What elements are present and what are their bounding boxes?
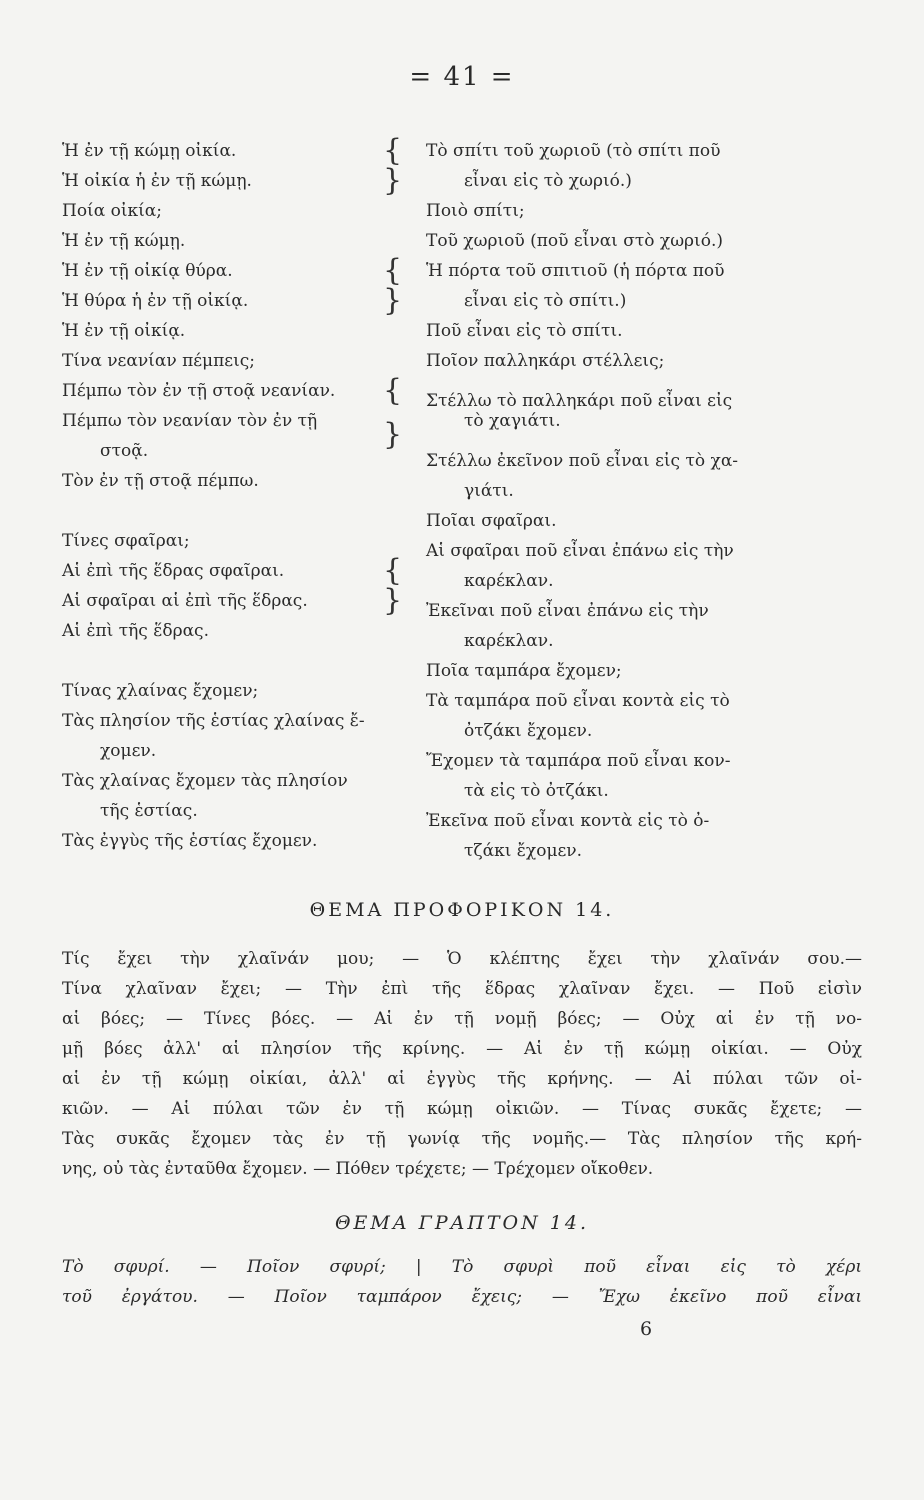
right-line: Ποιὸ σπίτι; bbox=[426, 201, 525, 221]
left-line: Ἡ ἐν τῇ κώμῃ. bbox=[62, 231, 186, 251]
oral-line: Τίνα χλαῖναν ἔχει; — Τὴν ἐπὶ τῆς ἕδρας χλαῖναν ἔχει. — Ποῦ εἰσὶν bbox=[62, 979, 862, 999]
blank-line bbox=[62, 646, 402, 676]
written-line: Τὸ σφυρί. — Ποῖον σφυρί; | Τὸ σφυρὶ ποῦ εἶναι εἰς τὸ χέρι bbox=[62, 1257, 862, 1277]
right-line: τὸ χαγιάτι. bbox=[464, 411, 561, 431]
ancient-greek-column bbox=[62, 133, 403, 856]
right-line: καρέκλαν. bbox=[464, 631, 554, 651]
left-line: τῆς ἑστίας. bbox=[100, 801, 198, 821]
right-line: Αἱ σφαῖραι ποῦ εἶναι ἐπάνω εἰς τὴν bbox=[426, 541, 734, 561]
right-line: καρέκλαν. bbox=[464, 571, 554, 591]
right-line: εἶναι εἰς τὸ σπίτι.) bbox=[464, 291, 627, 311]
right-line: τζάκι ἔχομεν. bbox=[464, 841, 583, 861]
left-line: Αἱ ἐπὶ τῆς ἕδρας σφαῖραι. bbox=[62, 561, 285, 581]
right-line: Ποῖον παλληκάρι στέλλεις; bbox=[426, 351, 665, 371]
right-line: Ποῖα ταμπάρα ἔχομεν; bbox=[426, 661, 622, 681]
right-line: Στέλλω τὸ παλληκάρι ποῦ εἶναι εἰς bbox=[426, 391, 733, 411]
left-line: Τὰς ἐγγὺς τῆς ἑστίας ἔχομεν. bbox=[62, 831, 318, 851]
left-line: Τὰς πλησίον τῆς ἑστίας χλαίνας ἔ- bbox=[62, 711, 365, 731]
left-line: Ἡ ἐν τῇ οἰκίᾳ θύρα. bbox=[62, 261, 233, 281]
oral-line: Τίς ἔχει τὴν χλαῖνάν μου; — Ὁ κλέπτης ἔχει τὴν χλαῖνάν σου.— bbox=[62, 949, 862, 969]
brace-mark: { bbox=[383, 133, 403, 168]
brace-mark: { bbox=[383, 553, 403, 588]
left-line: Τὰς χλαίνας ἔχομεν τὰς πλησίον bbox=[62, 771, 348, 791]
brace-mark: } bbox=[383, 283, 403, 318]
brace-mark: { bbox=[383, 253, 403, 288]
left-line: στοᾷ. bbox=[100, 441, 149, 461]
written-exercise-text bbox=[62, 1252, 862, 1312]
brace-mark: } bbox=[383, 163, 403, 198]
page-number: = 41 = bbox=[409, 62, 515, 92]
brace-mark: } bbox=[383, 417, 403, 452]
left-line: Πέμπω τὸν ἐν τῇ στοᾷ νεανίαν. bbox=[62, 381, 336, 401]
right-line: Ἡ πόρτα τοῦ σπιτιοῦ (ἡ πόρτα ποῦ bbox=[426, 261, 725, 281]
left-line: χομεν. bbox=[100, 741, 157, 761]
brace-mark: { bbox=[383, 373, 403, 408]
oral-line: μῇ βόες ἀλλ' αἱ πλησίον τῆς κρίνης. — Αἱ ἐν τῇ κώμῃ οἰκίαι. — Οὐχ bbox=[62, 1039, 862, 1059]
left-line: Ἡ θύρα ἡ ἐν τῇ οἰκίᾳ. bbox=[62, 291, 249, 311]
right-line: τὰ εἰς τὸ ὀτζάκι. bbox=[464, 781, 609, 801]
oral-line: Τὰς συκᾶς ἔχομεν τὰς ἐν τῇ γωνίᾳ τῆς νομῆς.— Τὰς πλησίον τῆς κρή- bbox=[62, 1129, 862, 1149]
written-exercise-heading: ΘΕΜΑ ΓΡΑΠΤΟΝ 14. bbox=[334, 1212, 590, 1234]
right-line: Ποῦ εἶναι εἰς τὸ σπίτι. bbox=[426, 321, 623, 341]
oral-line: αἱ ἐν τῇ κώμῃ οἰκίαι, ἀλλ' αἱ ἐγγὺς τῆς κρήνης. — Αἱ πύλαι τῶν οἰ- bbox=[62, 1069, 862, 1089]
left-line: Αἱ σφαῖραι αἱ ἐπὶ τῆς ἕδρας. bbox=[62, 591, 308, 611]
right-line: Ποῖαι σφαῖραι. bbox=[426, 511, 557, 531]
oral-line: νης, οὐ τὰς ἐνταῦθα ἔχομεν. — Πόθεν τρέχετε; — Τρέχομεν οἴκοθεν. bbox=[62, 1159, 654, 1179]
oral-exercise-text bbox=[62, 944, 862, 1184]
right-line: Τὸ σπίτι τοῦ χωριοῦ (τὸ σπίτι ποῦ bbox=[426, 141, 721, 161]
signature-mark: 6 bbox=[640, 1318, 653, 1340]
left-line: Πέμπω τὸν νεανίαν τὸν ἐν τῇ bbox=[62, 411, 318, 431]
right-line: Ἐκεῖναι ποῦ εἶναι ἐπάνω εἰς τὴν bbox=[426, 601, 709, 621]
oral-line: κιῶν. — Αἱ πύλαι τῶν ἐν τῇ κώμῃ οἰκιῶν. — Τίνας συκᾶς ἔχετε; — bbox=[62, 1099, 862, 1119]
left-line: Τίνας χλαίνας ἔχομεν; bbox=[62, 681, 259, 701]
blank-line bbox=[62, 496, 402, 526]
left-line: Αἱ ἐπὶ τῆς ἕδρας. bbox=[62, 621, 209, 641]
left-line: Τίνες σφαῖραι; bbox=[62, 531, 190, 551]
left-line: Ἡ ἐν τῇ οἰκίᾳ. bbox=[62, 321, 186, 341]
left-line: Ποία οἰκία; bbox=[62, 201, 163, 221]
right-line: Τὰ ταμπάρα ποῦ εἶναι κοντὰ εἰς τὸ bbox=[426, 691, 730, 711]
brace-mark: } bbox=[383, 583, 403, 618]
right-line: Στέλλω ἐκεῖνον ποῦ εἶναι εἰς τὸ χα- bbox=[426, 451, 739, 471]
right-line: Ἔχομεν τὰ ταμπάρα ποῦ εἶναι κον- bbox=[426, 751, 731, 771]
right-line: Ἐκεῖνα ποῦ εἶναι κοντὰ εἰς τὸ ὀ- bbox=[426, 811, 710, 831]
left-line: Τίνα νεανίαν πέμπεις; bbox=[62, 351, 255, 371]
written-line: τοῦ ἐργάτου. — Ποῖον ταμπάρον ἔχεις; — Ἔχω ἐκεῖνο ποῦ εἶναι bbox=[62, 1287, 862, 1307]
right-line: γιάτι. bbox=[464, 481, 514, 501]
left-line: Τὸν ἐν τῇ στοᾷ πέμπω. bbox=[62, 471, 259, 491]
oral-line: αἱ βόες; — Τίνες βόες. — Αἱ ἐν τῇ νομῇ βόες; — Οὐχ αἱ ἐν τῇ νο- bbox=[62, 1009, 862, 1029]
oral-exercise-heading: ΘΕΜΑ ΠΡΟΦΟΡΙΚΟΝ 14. bbox=[309, 899, 615, 921]
left-line: Ἡ ἐν τῇ κώμῃ οἰκία. bbox=[62, 141, 237, 161]
modern-greek-column bbox=[426, 136, 846, 866]
right-line: Τοῦ χωριοῦ (ποῦ εἶναι στὸ χωριό.) bbox=[426, 231, 723, 251]
right-line: εἶναι εἰς τὸ χωριό.) bbox=[464, 171, 632, 191]
left-line: Ἡ οἰκία ἡ ἐν τῇ κώμῃ. bbox=[62, 171, 252, 191]
right-line: ὀτζάκι ἔχομεν. bbox=[464, 721, 593, 741]
